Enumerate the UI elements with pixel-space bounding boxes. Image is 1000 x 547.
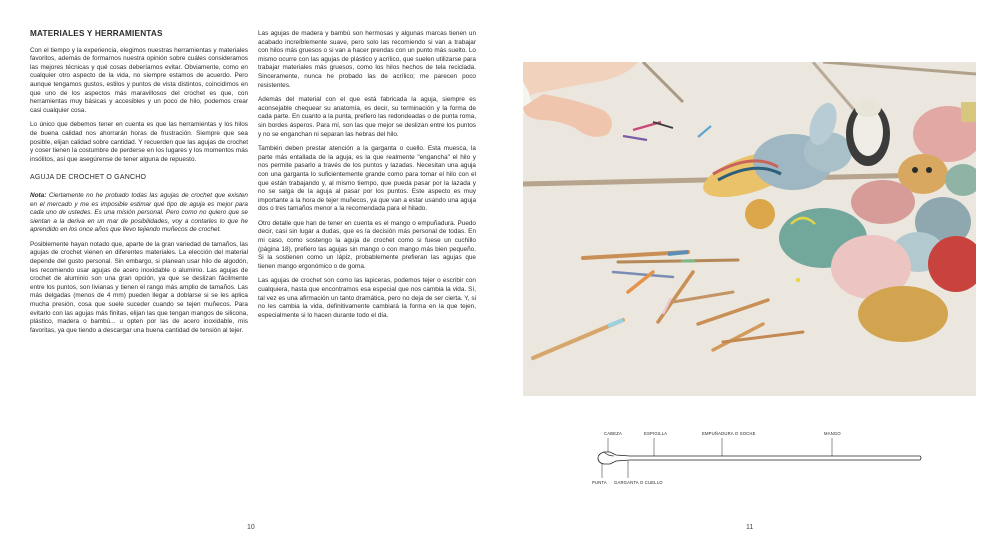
crochet-hook-diagram bbox=[590, 428, 930, 488]
hook-outline bbox=[598, 452, 921, 464]
paragraph: Lo único que debemos tener en cuenta es que las herramientas y los hilos de buena calidad nos ahorrarán horas de frustración. Siempre que sea posible, elijan calidad sobre cantidad. Y recuerden que las agujas de crochet y coser tienen la costumbre de perderse en los lugares y los momentos más insólitos, así que asegúrense de tener alguna de repuesto. bbox=[30, 121, 248, 163]
note-text: Ciertamente no he probado todas las agujas de crochet que existen en el mercado y me es imposible estimar qué tipo de aguja es mejor para cada uno de ustedes. Es una misión personal. Pero como no quiero que se sientan a la deriva en un mar de posibilidades, voy a contarles lo que he aprendido en los once años que llevo tejiendo muñecos de crochet. bbox=[30, 191, 248, 234]
label-garganta: GARGANTA O CUELLO bbox=[614, 480, 663, 485]
paragraph: Las agujas de crochet son como las lapiceras, podemos tejer o escribir con cualquiera, hasta que encontramos esa especial que nos cambia la vida. Sí, tal vez es una afirmación un tanto dramática, pero no deja de ser cierta. Y, si no les cambia la vida, definitivamente cambiará la forma en la que tejen, especialmente si lo hacen durante todo el día. bbox=[258, 277, 476, 319]
note-paragraph bbox=[30, 192, 248, 235]
page-number-left: 10 bbox=[247, 524, 255, 531]
paragraph: Además del material con el que está fabricada la aguja, siempre es aconsejable chequear su anatomía, es decir, su terminación y la forma de cada parte. En cuanto a la punta, prefiero las redondeadas o de punta roma, sin bordes ásperos. Para mí, son las que mejor se deslizan entre los puntos y no se enganchan ni separan las hebras del hilo. bbox=[258, 96, 476, 138]
paragraph: También deben prestar atención a la garganta o cuello. Esta muesca, la parte más entallada de la aguja, es la que realmente "engancha" el hilo y nos permite pasarlo a través de los puntos y lazadas. Necesitan una aguja con una garganta lo suficientemente grande como para tomar el hilo con el que están trabajando y, al mismo tiempo, que pueda pasar por la lazada y no se salga de la aguja al pasar por los puntos. Este aspecto es muy importante a la hora de tejer muñecos, ya que van a estar usando una aguja dos o tres tamaños menor a la recomendada para el hilado. bbox=[258, 145, 476, 213]
section-heading: MATERIALES Y HERRAMIENTAS bbox=[30, 29, 163, 38]
crochet-toys-photo bbox=[523, 62, 976, 396]
label-punta: PUNTA bbox=[592, 480, 607, 485]
paragraph: Otro detalle que han de tener en cuenta es el mango o empuñadura. Puedo decir, casi sin lugar a dudas, que es la decisión más personal de todas. En mi caso, como sostengo la aguja de crochet como si fuese un cuchillo (página 18), prefiero las agujas sin mango o con mango más bien pequeño. Si la sostienen como un lápiz, probablemente prefieran las agujas que tienen mango ergonómico o de goma. bbox=[258, 219, 476, 270]
paragraph: Con el tiempo y la experiencia, elegimos nuestras herramientas y materiales favoritos, además de formarnos nuestra opinión sobre cuáles consideramos las mejores técnicas y qué cosas deberíamos evitar. Obviamente, como en cualquier otro aspecto de la vida, no siempre estamos de acuerdo. Pero aunque tengamos gustos, estilos y puntos de vista distintos, coincidimos en que uno de los aspectos más maravillosos del crochet es que, con herramientas muy básicas y accesibles y un poco de hilo, podemos crear casi cualquier cosa. bbox=[30, 46, 248, 114]
subsection-heading: AGUJA DE CROCHET O GANCHO bbox=[30, 174, 147, 182]
label-espiga: ESPIGILLA bbox=[644, 431, 668, 436]
note-label: Nota: bbox=[30, 191, 47, 199]
label-mango: MANGO bbox=[824, 431, 841, 436]
label-empunadura: EMPUÑADURA O SOCHE bbox=[702, 431, 756, 436]
paragraph: Posiblemente hayan notado que, aparte de la gran variedad de tamaños, las agujas de crochet vienen en diferentes materiales. La elección del material depende del gusto personal. Sin embargo, si planean usar hilo de algodón, les recomiendo usar agujas de acero inoxidable o aluminio. Las agujas de crochet de aluminio son una gran opción, ya que se deslizan fácilmente entre los puntos, son livianas y tienen el rango más amplio de tamaños. Las más delgadas (menos de 4 mm) pueden llegar a doblarse si se les aplica mucha presión, cosa que suele suceder cuando se tejen muñecos. Para evitarlo con las agujas más finitas, elijan las que tengan mangos de silicona, plástico, madera o bambú... u opten por las de acero inoxidable, mis favoritas, ya que tiendo a descargar una buena cantidad de tensión al tejer. bbox=[30, 240, 248, 334]
page-number-right: 11 bbox=[746, 524, 754, 531]
label-cabeza: CABEZA bbox=[604, 431, 622, 436]
left-column bbox=[30, 30, 248, 341]
paragraph: Las agujas de madera y bambú son hermosas y algunas marcas tienen un acabado increíblemente suave, pero solo las recomiendo si van a trabajar con hilos más gruesos o si van a hacer prendas con un punto más suelto. Lo mismo ocurre con las agujas de plástico y acrílico, que suelen utilizarse para trabajar materiales más gruesos, como los hilos hechos de tela reciclada. Sinceramente, nunca he probado las de acrílico; me parecen poco resistentes. bbox=[258, 30, 476, 89]
right-column bbox=[258, 30, 476, 326]
